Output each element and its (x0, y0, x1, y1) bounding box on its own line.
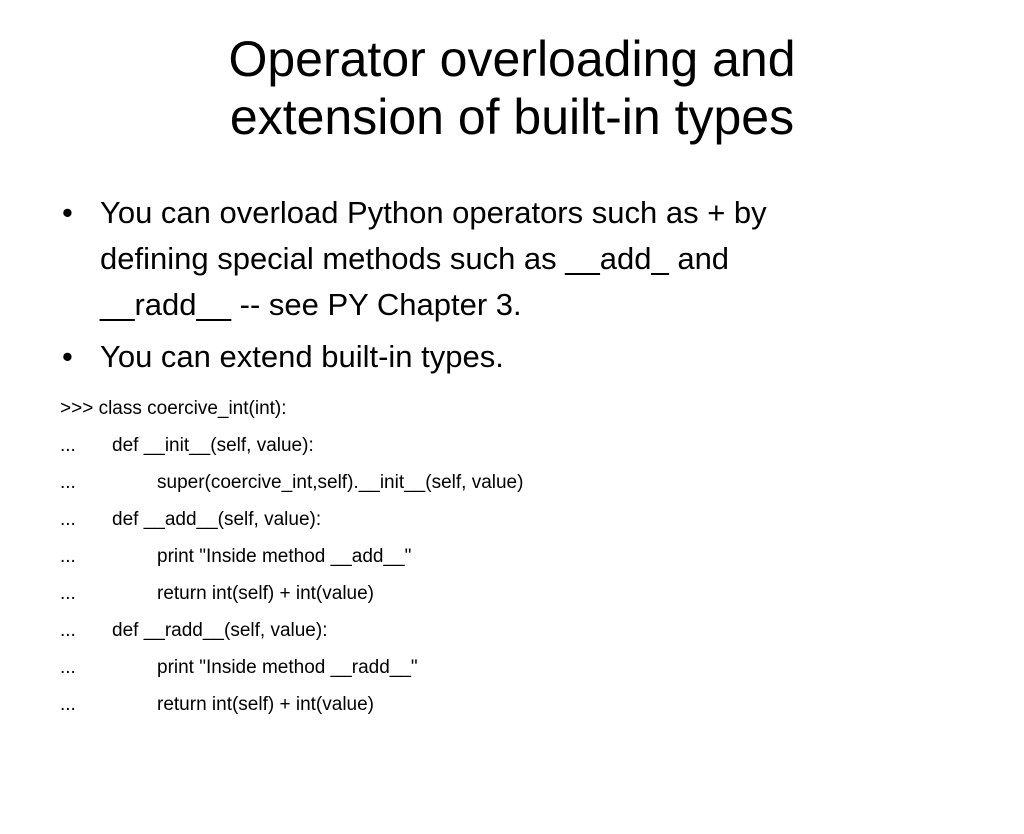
code-text: return int(self) + int(value) (157, 694, 374, 715)
code-prompt: ... (60, 694, 76, 715)
code-prompt: ... (60, 583, 76, 604)
slide-title (60, 30, 964, 146)
title-line: extension of built-in types (229, 89, 795, 145)
code-prompt: ... (60, 472, 76, 493)
code-listing (60, 390, 960, 723)
bullet-list (60, 190, 940, 386)
code-text: return int(self) + int(value) (157, 583, 374, 604)
code-line (60, 612, 960, 649)
code-text: super(coercive_int,self).__init__(self, value) (157, 472, 524, 493)
bullet-text-line: defining special methods such as __add_ and (100, 241, 730, 276)
bullet-text-line: You can overload Python operators such as + by (100, 195, 767, 230)
code-text: def __add__(self, value): (112, 509, 322, 530)
code-line (60, 649, 960, 686)
code-line (60, 427, 960, 464)
code-text: def __radd__(self, value): (112, 620, 328, 641)
code-prompt: ... (60, 509, 76, 530)
code-prompt: ... (60, 657, 76, 678)
code-prompt: ... (60, 620, 76, 641)
bullet-icon: • (62, 339, 73, 374)
bullet-icon: • (62, 195, 73, 230)
code-line (60, 501, 960, 538)
code-line (60, 390, 960, 427)
bullet-item (60, 334, 940, 380)
code-text: print "Inside method __radd__" (157, 657, 418, 678)
code-text: print "Inside method __add__" (157, 546, 412, 567)
bullet-item (60, 190, 940, 328)
title-line: Operator overloading and (228, 31, 796, 87)
code-text: def __init__(self, value): (112, 435, 314, 456)
code-text: >>> class coercive_int(int): (60, 398, 287, 419)
code-line (60, 686, 960, 723)
bullet-text-line: You can extend built-in types. (100, 339, 504, 374)
bullet-text-line: __radd__ -- see PY Chapter 3. (100, 287, 522, 322)
code-line (60, 464, 960, 501)
code-line (60, 538, 960, 575)
code-line (60, 575, 960, 612)
code-prompt: ... (60, 546, 76, 567)
code-prompt: ... (60, 435, 76, 456)
